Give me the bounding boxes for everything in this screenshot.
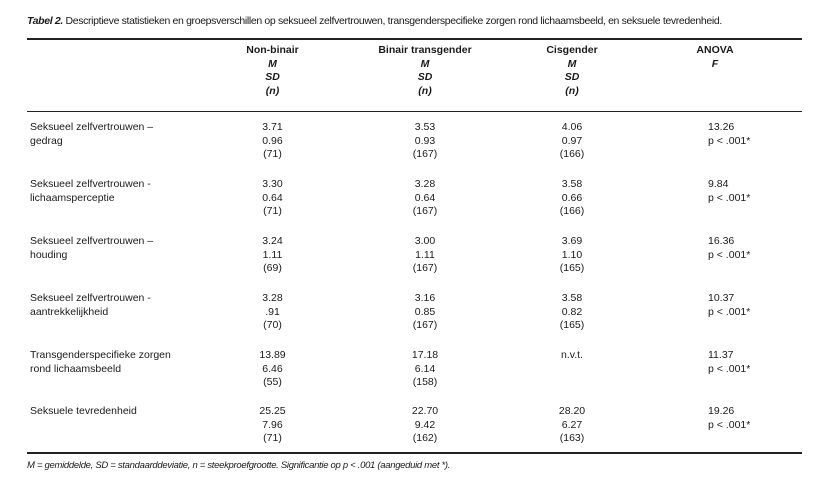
cell-value: 3.58 — [561, 292, 583, 304]
cell-value: p < .001* — [708, 134, 751, 147]
row-label-line: aantrekkelijkheid — [30, 305, 109, 318]
cell-value: 3.58 — [561, 178, 583, 190]
cell-value: 28.20 — [558, 405, 586, 417]
cell-value: 3.28 — [414, 178, 436, 190]
header-sub: SD — [417, 71, 433, 83]
cell-value: p < .001* — [708, 418, 751, 431]
cell-value: 25.25 — [259, 405, 286, 417]
cell-anova — [708, 349, 788, 376]
cell-non-binair — [215, 235, 330, 276]
cell-value: 0.97 — [561, 134, 583, 147]
cell-non-binair — [215, 178, 330, 219]
header-sub: F — [711, 57, 719, 70]
cell-anova — [708, 121, 788, 148]
cell-value: 6.27 — [561, 418, 583, 431]
header-name: ANOVA — [696, 44, 734, 56]
header-sub: (n) — [565, 84, 579, 97]
cell-value: 1.11 — [262, 248, 283, 261]
cell-value: 3.53 — [414, 121, 436, 133]
row-label-line: Seksueel zelfvertrouwen – — [30, 121, 154, 133]
cell-value: (162) — [412, 432, 438, 444]
cell-non-binair — [215, 292, 330, 333]
cell-value: 1.11 — [415, 248, 435, 261]
cell-value: 0.85 — [414, 305, 436, 318]
cell-binair-transgender — [360, 292, 490, 333]
cell-value: 16.36 — [708, 235, 735, 247]
cell-value: 13.89 — [259, 349, 286, 361]
header-name: Cisgender — [546, 44, 598, 56]
cell-cisgender — [517, 235, 627, 276]
row-label-line: houding — [30, 248, 68, 261]
cell-value: 22.70 — [411, 405, 439, 417]
cell-value: 0.96 — [262, 134, 283, 147]
row-label — [30, 121, 210, 148]
cell-value: (71) — [263, 432, 282, 444]
cell-value: (163) — [559, 432, 585, 444]
cell-value: 17.18 — [411, 349, 439, 361]
row-label — [30, 349, 210, 376]
cell-value — [517, 363, 627, 377]
cell-value: 3.24 — [262, 235, 283, 247]
cell-non-binair — [215, 349, 330, 390]
cell-anova — [708, 405, 788, 432]
row-label-line: rond lichaamsbeeld — [30, 362, 122, 375]
row-label-line: Seksueel zelfvertrouwen - — [30, 292, 151, 304]
cell-value: (158) — [412, 376, 438, 388]
top-rule — [27, 38, 802, 40]
header-binair-transgender — [360, 44, 490, 98]
table-footnote: M = gemiddelde, SD = standaarddeviatie, n = steekproefgrootte. Significantie op p < .001 (aangeduid met *). — [27, 460, 451, 471]
cell-value: 3.71 — [262, 121, 283, 133]
cell-value: 3.30 — [262, 178, 283, 190]
row-label — [30, 405, 210, 419]
cell-value: 6.14 — [414, 362, 436, 375]
row-label — [30, 235, 210, 262]
cell-value: n.v.t. — [561, 349, 583, 361]
cell-cisgender — [517, 121, 627, 162]
table-row — [0, 405, 813, 465]
cell-value: 0.64 — [262, 191, 283, 204]
cell-binair-transgender — [360, 121, 490, 162]
row-label — [30, 292, 210, 319]
cell-binair-transgender — [360, 235, 490, 276]
header-name: Non-binair — [246, 44, 299, 56]
cell-value: 3.69 — [561, 235, 583, 247]
cell-binair-transgender — [360, 405, 490, 446]
cell-cisgender — [517, 349, 627, 390]
cell-value: p < .001* — [708, 248, 751, 261]
cell-value: (165) — [559, 262, 585, 274]
cell-value: 0.82 — [561, 305, 583, 318]
header-name: Binair transgender — [378, 44, 472, 56]
cell-value: (70) — [263, 319, 282, 331]
row-label — [30, 178, 210, 205]
cell-value: 10.37 — [708, 292, 735, 304]
cell-value: 3.28 — [262, 292, 283, 304]
row-label-line: lichaamsperceptie — [30, 191, 115, 204]
cell-value: 6.46 — [262, 362, 283, 375]
table-row — [0, 292, 813, 352]
table-row — [0, 121, 813, 181]
cell-non-binair — [215, 405, 330, 446]
cell-value: 0.93 — [414, 134, 436, 147]
cell-value: (71) — [263, 205, 282, 217]
header-sub: (n) — [265, 84, 280, 97]
cell-value: 9.84 — [708, 178, 729, 190]
cell-binair-transgender — [360, 178, 490, 219]
cell-value: (167) — [412, 205, 438, 217]
cell-value: (71) — [263, 148, 282, 160]
header-sub: M — [567, 57, 577, 70]
cell-anova — [708, 235, 788, 262]
cell-value: (166) — [559, 205, 585, 217]
cell-value: 11.37 — [708, 349, 734, 361]
cell-non-binair — [215, 121, 330, 162]
table-row — [0, 349, 813, 409]
row-label-line: Transgenderspecifieke zorgen — [30, 349, 171, 361]
cell-value: (167) — [412, 319, 438, 331]
row-label-line: gedrag — [30, 134, 63, 147]
cell-value: 13.26 — [708, 121, 735, 133]
cell-anova — [708, 178, 788, 205]
header-sub: SD — [564, 71, 580, 83]
cell-value: 3.16 — [414, 292, 436, 304]
cell-value: 4.06 — [561, 121, 583, 133]
header-rule — [27, 111, 802, 112]
bottom-rule — [27, 452, 802, 454]
row-label-line: Seksueel zelfvertrouwen - — [30, 178, 151, 190]
cell-value: p < .001* — [708, 362, 751, 375]
cell-value: 3.00 — [414, 235, 436, 247]
cell-value — [517, 376, 627, 390]
cell-value: p < .001* — [708, 191, 751, 204]
cell-binair-transgender — [360, 349, 490, 390]
table-row — [0, 178, 813, 238]
caption-text: Descriptieve statistieken en groepsverschillen op seksueel zelfvertrouwen, transgenderspecifieke zorgen rond lichaamsbeeld, en seksuele tevredenheid. — [62, 15, 722, 27]
header-cisgender — [517, 44, 627, 98]
header-anova — [660, 44, 770, 71]
cell-value: (165) — [559, 319, 585, 331]
cell-value: p < .001* — [708, 305, 751, 318]
caption-label: Tabel 2. — [27, 15, 63, 27]
cell-value: 9.42 — [414, 418, 436, 431]
cell-anova — [708, 292, 788, 319]
cell-value: (55) — [263, 376, 282, 388]
cell-value: (167) — [412, 262, 438, 274]
cell-value: .91 — [265, 305, 280, 318]
header-sub: M — [268, 57, 277, 70]
header-sub: (n) — [418, 84, 432, 97]
header-sub: SD — [265, 71, 280, 83]
row-label-line: Seksuele tevredenheid — [30, 405, 137, 417]
cell-value: (69) — [263, 262, 282, 274]
table-row — [0, 235, 813, 295]
header-sub: M — [420, 57, 430, 70]
cell-value: 1.10 — [561, 248, 583, 261]
cell-value: 0.66 — [561, 191, 583, 204]
cell-cisgender — [517, 178, 627, 219]
cell-value: 7.96 — [262, 418, 283, 431]
row-label-line: Seksueel zelfvertrouwen – — [30, 235, 154, 247]
cell-value: (166) — [559, 148, 585, 160]
cell-value: 0.64 — [414, 191, 436, 204]
cell-cisgender — [517, 405, 627, 446]
table-caption — [27, 15, 807, 27]
cell-cisgender — [517, 292, 627, 333]
cell-value: 19.26 — [708, 405, 735, 417]
cell-value: (167) — [412, 148, 438, 160]
header-non-binair — [215, 44, 330, 98]
